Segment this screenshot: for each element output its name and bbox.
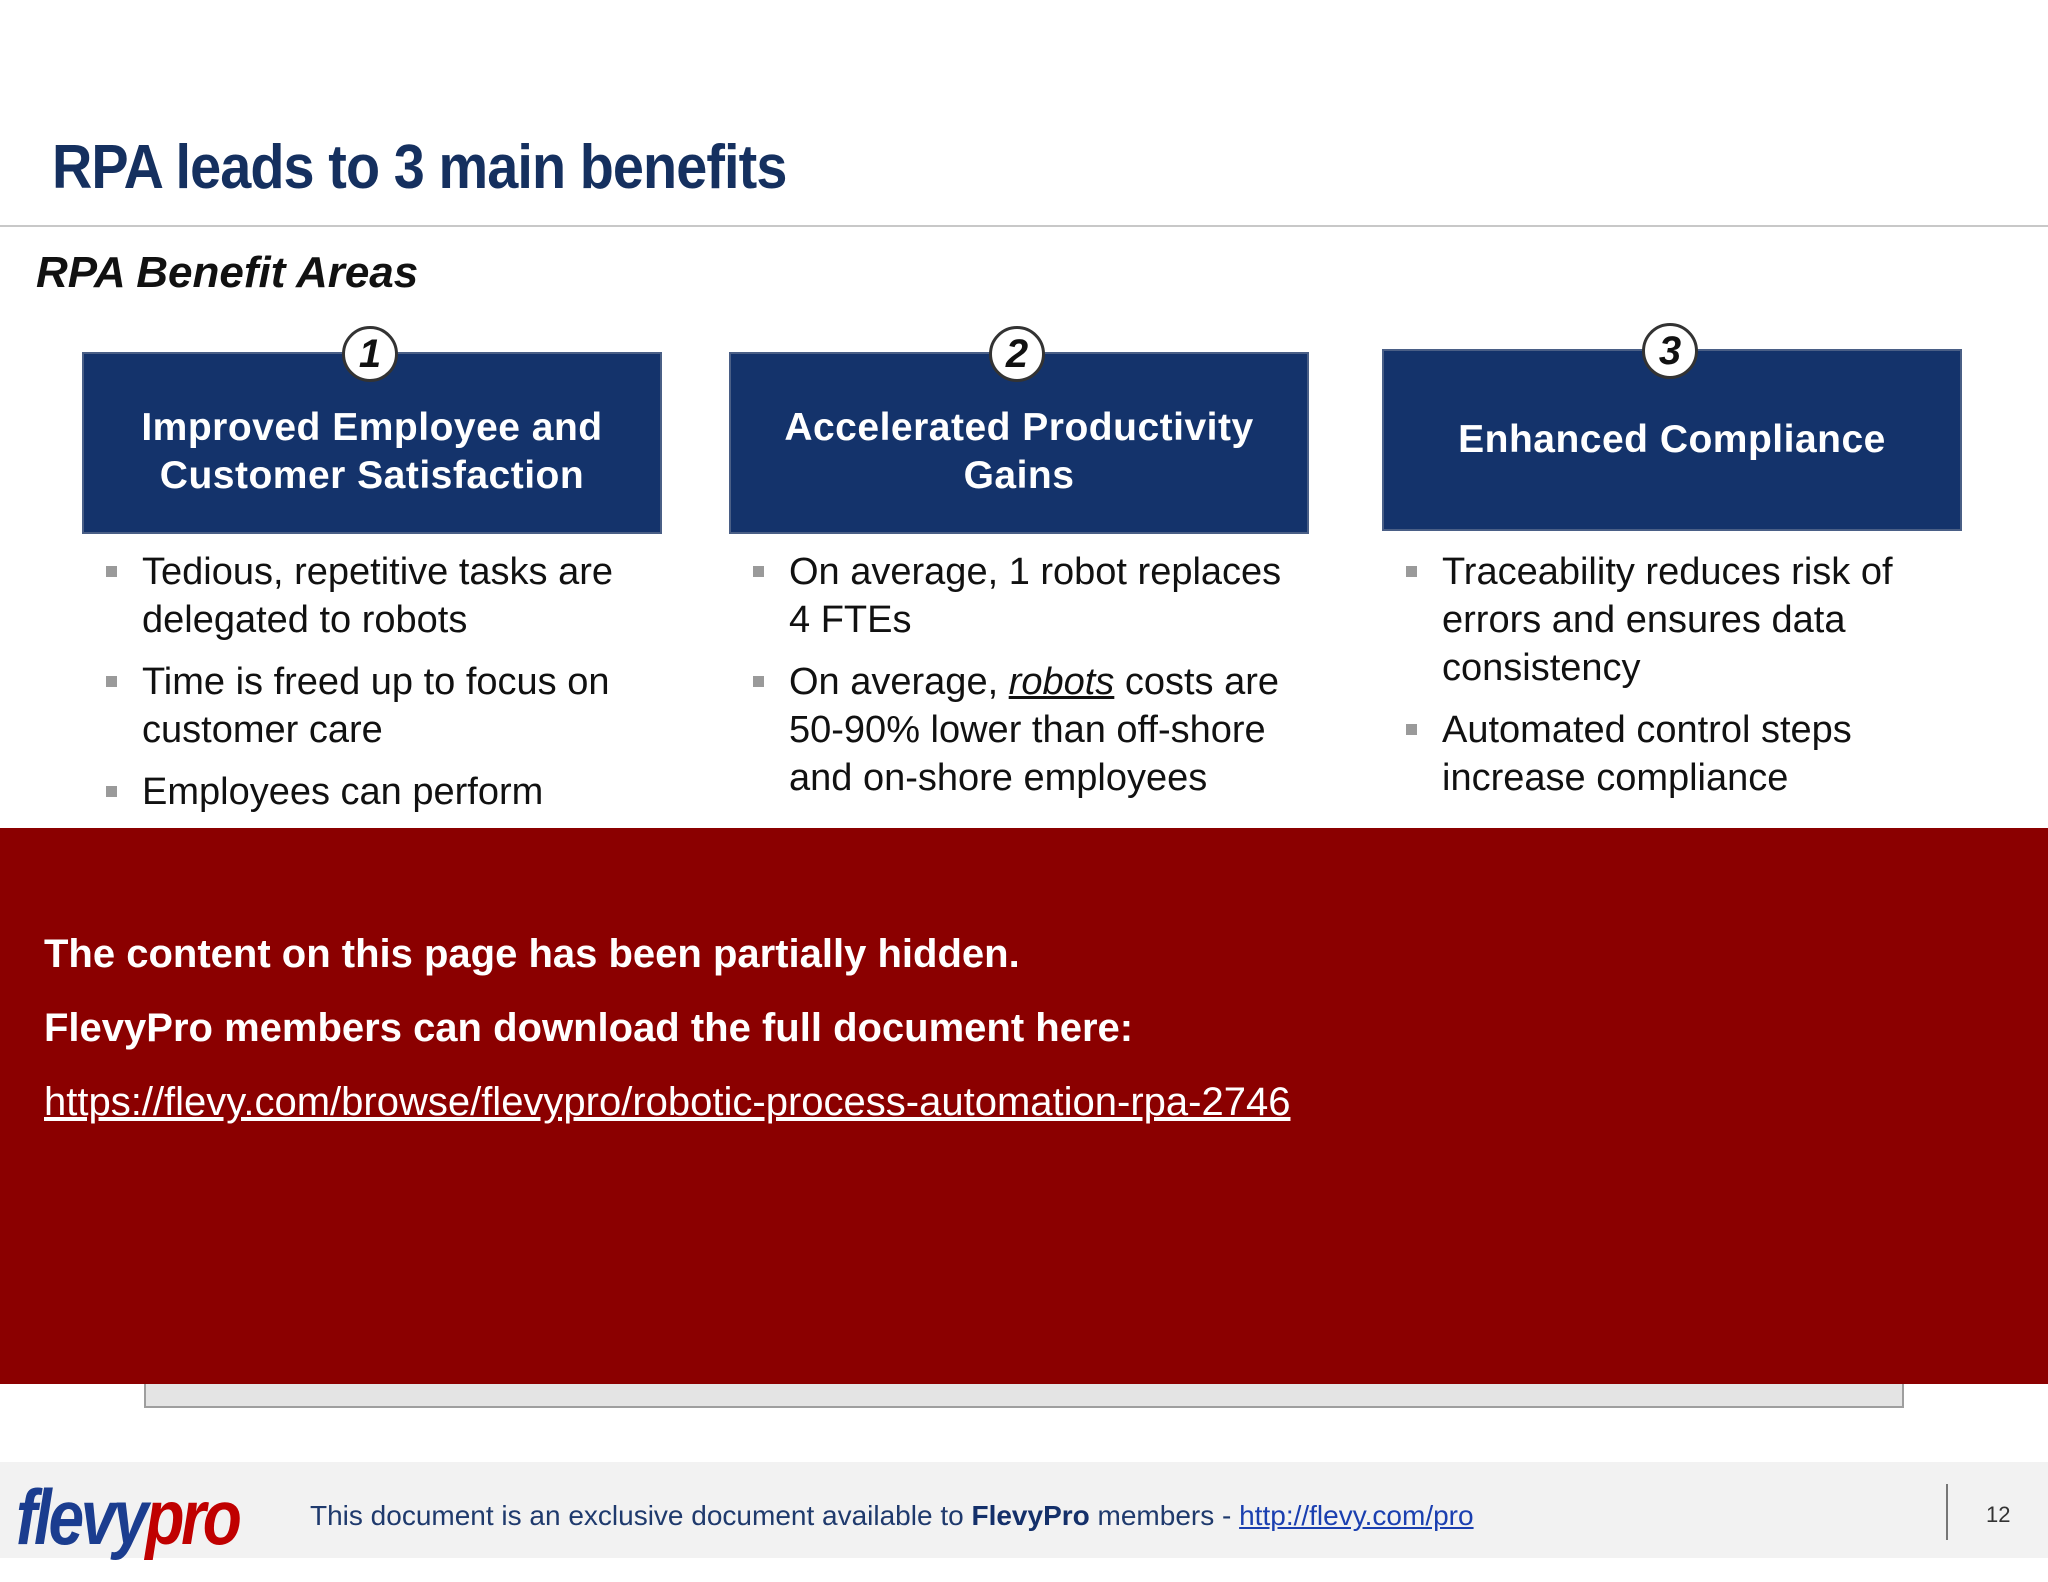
footer-bar	[0, 1462, 2048, 1561]
bullet-item: On average, robots costs are 50-90% lower than off-shore and on-shore employees	[729, 658, 1309, 802]
square-bullet-icon	[753, 676, 764, 687]
bullet-item: Time is freed up to focus on customer care	[82, 658, 662, 754]
title-divider	[0, 225, 2048, 227]
square-bullet-icon	[106, 786, 117, 797]
banner-download-prompt: FlevyPro members can download the full document here:	[44, 1006, 1134, 1050]
download-link[interactable]: https://flevy.com/browse/flevypro/robotic-process-automation-rpa-2746	[44, 1080, 1291, 1124]
benefit-bullets-1	[82, 548, 662, 816]
number-badge-1: 1	[342, 326, 398, 382]
footer-notice: This document is an exclusive document available to FlevyPro members - http://flevy.com/pro	[310, 1500, 1474, 1531]
bullet-item: Traceability reduces risk of errors and ensures data consistency	[1382, 548, 1962, 692]
square-bullet-icon	[1406, 566, 1417, 577]
benefit-heading-1: Improved Employee and Customer Satisfaction	[141, 406, 603, 497]
benefit-header-3	[1382, 329, 1962, 531]
flevypro-logo[interactable]: flevypro	[16, 1473, 239, 1561]
footer-divider	[1946, 1484, 1948, 1540]
slide-title: RPA leads to 3 main benefits	[52, 133, 787, 202]
square-bullet-icon	[106, 676, 117, 687]
number-badge-3: 3	[1642, 323, 1698, 379]
emphasized-word: robots	[1008, 661, 1115, 703]
benefit-bullets-2	[729, 548, 1309, 802]
number-badge-2: 2	[989, 326, 1045, 382]
benefit-heading-3: Enhanced Compliance	[1458, 418, 1886, 461]
section-subtitle: RPA Benefit Areas	[36, 248, 419, 297]
benefit-column-3	[1382, 329, 1962, 816]
square-bullet-icon	[753, 566, 764, 577]
banner-message: The content on this page has been partially hidden.	[44, 932, 1020, 976]
benefit-header-2	[729, 332, 1309, 534]
benefit-column-1	[82, 332, 662, 830]
bullet-item: Tedious, repetitive tasks are delegated to robots	[82, 548, 662, 644]
bullet-item: Automated control steps increase compliance	[1382, 706, 1962, 802]
benefit-column-2	[729, 332, 1309, 816]
square-bullet-icon	[1406, 724, 1417, 735]
benefit-heading-2: Accelerated Productivity Gains	[784, 406, 1254, 497]
page-number: 12	[1986, 1502, 2011, 1527]
bullet-item: On average, 1 robot replaces 4 FTEs	[729, 548, 1309, 644]
benefit-bullets-3	[1382, 548, 1962, 802]
footer-link[interactable]: http://flevy.com/pro	[1239, 1500, 1474, 1531]
benefit-header-1	[82, 332, 662, 534]
bullet-item: Employees can perform	[82, 768, 662, 816]
hidden-content-banner	[0, 828, 2048, 1384]
square-bullet-icon	[106, 566, 117, 577]
